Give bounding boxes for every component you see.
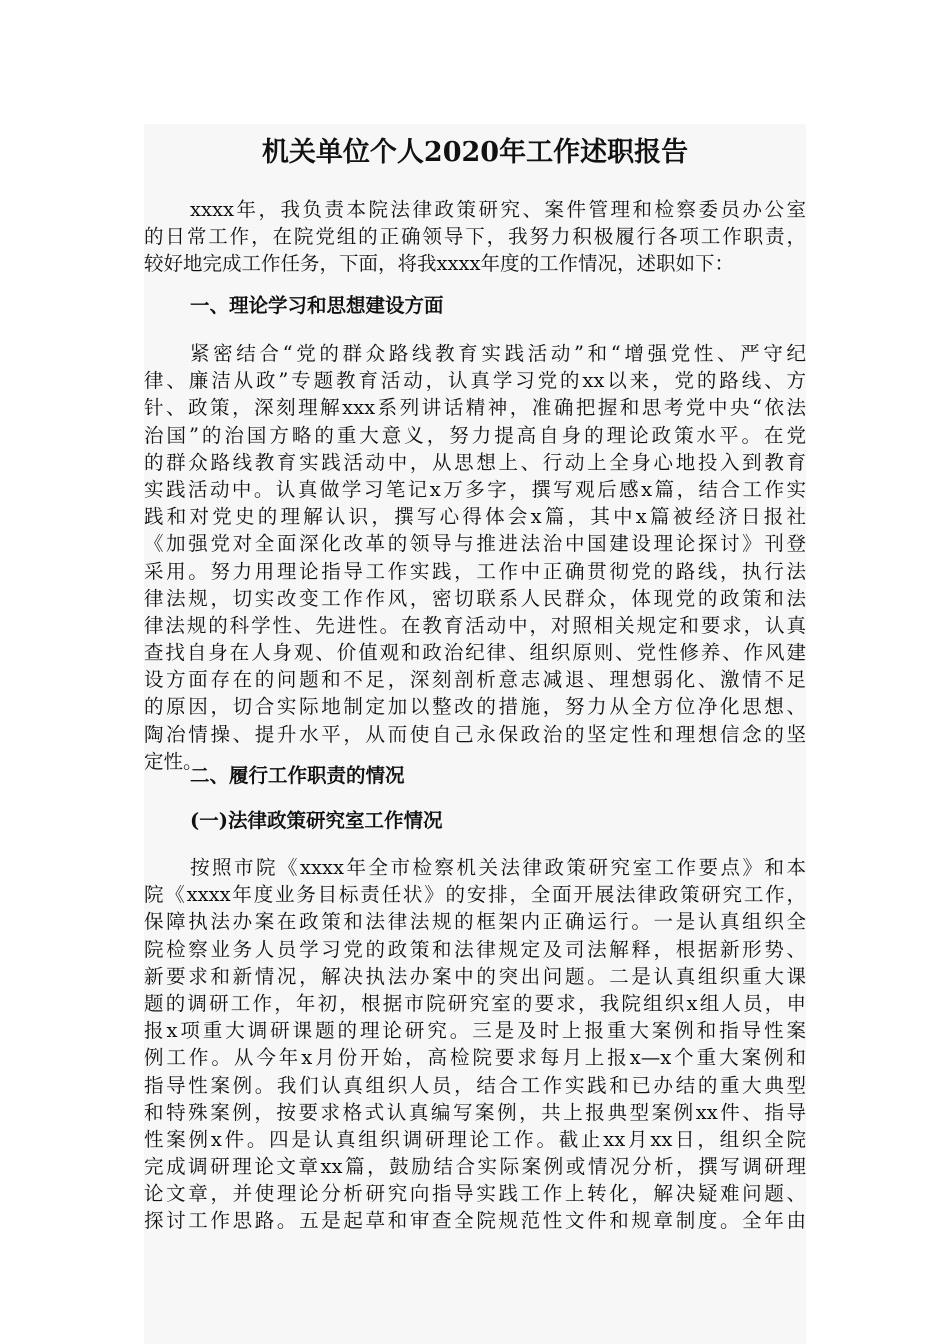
paragraph-line: 定性。 — [144, 749, 203, 773]
paragraph-line: 新要求和新情况，解决执法办案中的突出问题。二是认真组织重大课 — [144, 964, 806, 988]
paragraph-line: 践和对党史的理解认识，撰写心得体会x篇，其中x篇被经济日报社 — [144, 505, 806, 529]
paragraph-line: 和特殊案例，按要求格式认真编写案例，共上报典型案例xx件、指导 — [144, 1100, 806, 1124]
paragraph-line: 针、政策，深刻理解xxx系列讲话精神，准确把握和思考党中央“依法 — [144, 396, 806, 420]
paragraph-line: 按照市院《xxxx年全市检察机关法律政策研究室工作要点》和本 — [190, 856, 806, 879]
subsection1-paragraph — [144, 854, 806, 1235]
paragraph-line: 陶冶情操、提升水平，从而使自己永保政治的坚定性和理想信念的坚 — [144, 722, 806, 746]
paragraph-line: 实践活动中。认真做学习笔记x万多字，撰写观后感x篇，结合工作实 — [144, 477, 806, 501]
paragraph-line: 题的调研工作，年初，根据市院研究室的要求，我院组织x组人员，申 — [144, 991, 806, 1015]
paragraph-line: 《加强党对全面深化改革的领导与推进法治中国建设理论探讨》刊登 — [144, 532, 806, 556]
paragraph-line: 指导性案例。我们认真组织人员，结合工作实践和已办结的重大典型 — [144, 1073, 806, 1097]
paragraph-line: 院检察业务人员学习党的政策和法律规定及司法解释，根据新形势、 — [144, 937, 806, 961]
paragraph-line: 的群众路线教育实践活动中，从思想上、行动上全身心地投入到教育 — [144, 450, 806, 474]
document-page — [144, 124, 806, 1344]
paragraph-line: 治国”的治国方略的重大意义，努力提高自身的理论政策水平。在党 — [144, 423, 806, 447]
paragraph-line: 设方面存在的问题和不足，深刻剖析意志减退、理想弱化、激情不足 — [144, 668, 806, 692]
paragraph-line: 律法规，切实改变工作作风，密切联系人民群众，体现党的政策和法 — [144, 586, 806, 610]
paragraph-line: 紧密结合“党的群众路线教育实践活动”和“增强党性、严守纪 — [190, 342, 806, 365]
subsection-heading: (一)法律政策研究室工作情况 — [190, 809, 443, 832]
document-title: 机关单位个人2020年工作述职报告 — [261, 137, 689, 168]
paragraph-line: 例工作。从今年x月份开始，高检院要求每月上报x—x个重大案例和 — [144, 1046, 806, 1070]
paragraph-line: 采用。努力用理论指导工作实践，工作中正确贯彻党的路线，执行法 — [144, 559, 806, 583]
section-heading: 二、履行工作职责的情况 — [190, 764, 405, 787]
paragraph-line: 的原因，切合实际地制定加以整改的措施，努力从全方位净化思想、 — [144, 695, 806, 719]
paragraph-line: 律法规的科学性、先进性。在教育活动中，对照相关规定和要求，认真 — [144, 613, 806, 637]
paragraph-line: xxxx年，我负责本院法律政策研究、案件管理和检察委员办公室 — [190, 198, 806, 221]
paragraph-line: 论文章，并使理论分析研究向指导实践工作上转化，解决疑难问题、 — [144, 1182, 806, 1206]
paragraph-line: 完成调研理论文章xx篇，鼓励结合实际案例或情况分析，撰写调研理 — [144, 1155, 806, 1179]
paragraph-line: 探讨工作思路。五是起草和审查全院规范性文件和规章制度。全年由 — [144, 1209, 806, 1233]
paragraph-line: 查找自身在人身观、价值观和政治纪律、组织原则、党性修养、作风建 — [144, 641, 806, 665]
section-heading: 一、理论学习和思想建设方面 — [190, 294, 444, 317]
paragraph-line: 的日常工作，在院党组的正确领导下，我努力积极履行各项工作职责， — [144, 225, 806, 249]
paragraph-line: 院《xxxx年度业务目标责任状》的安排，全面开展法律政策研究工作， — [144, 883, 806, 907]
paragraph-line: 报x项重大调研课题的理论研究。三是及时上报重大案例和指导性案 — [144, 1019, 806, 1043]
paragraph-line: 律、廉洁从政”专题教育活动，认真学习党的xx以来，党的路线、方 — [144, 369, 806, 393]
intro-paragraph — [144, 196, 806, 278]
paragraph-line: 较好地完成工作任务，下面，将我xxxx年度的工作情况，述职如下： — [144, 252, 734, 276]
section1-paragraph — [144, 340, 806, 775]
paragraph-line: 性案例x件。四是认真组织调研理论工作。截止xx月xx日，组织全院 — [144, 1127, 806, 1151]
paragraph-line: 保障执法办案在政策和法律法规的框架内正确运行。一是认真组织全 — [144, 910, 806, 934]
